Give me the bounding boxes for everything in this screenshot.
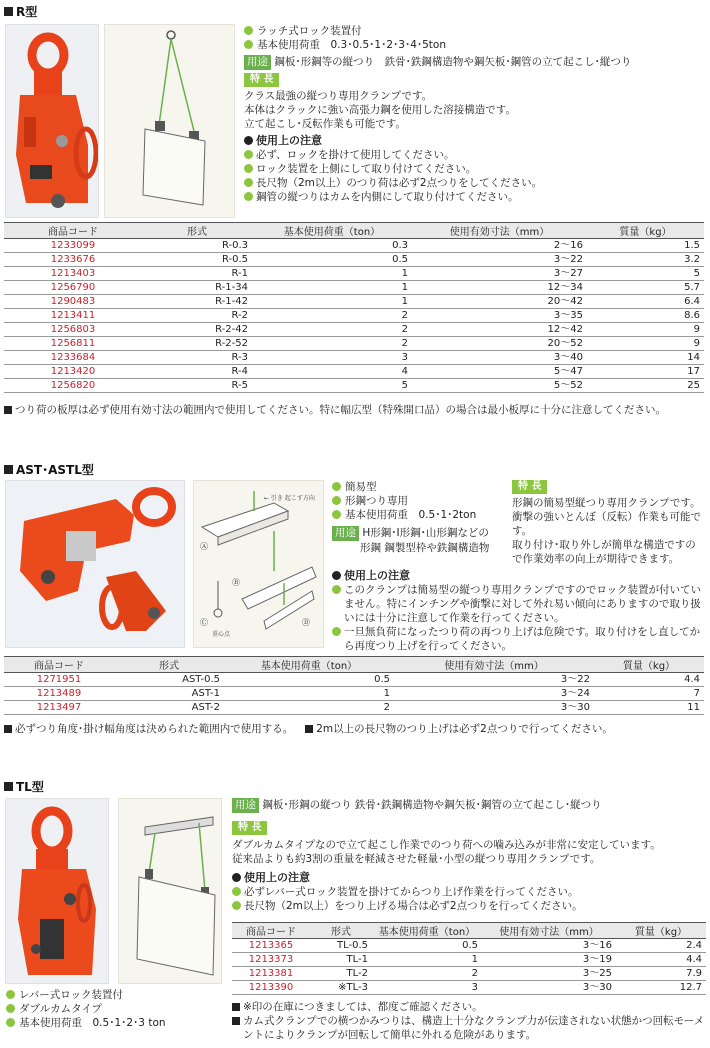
cell-load: 0.5	[372, 939, 482, 953]
ast-usage-drawing	[193, 480, 324, 648]
feature-tag: 特 長	[512, 480, 547, 494]
col-header-range: 使用有効寸法（mm）	[394, 657, 594, 673]
ast-feature: 取り付け･取り外しが簡単な構造ですので作業効率の向上が期待できます。	[512, 539, 696, 565]
cell-model: TL-1	[310, 953, 372, 967]
r-use	[244, 55, 704, 70]
cell-range: 3～40	[412, 351, 587, 365]
cell-load: 1	[252, 281, 412, 295]
section-title-tl: TL型	[4, 778, 44, 795]
cell-load: 0.5	[224, 673, 394, 687]
cell-model: R-0.3	[142, 239, 252, 253]
cell-load: 4	[252, 365, 412, 379]
col-header-load: 基本使用荷重（ton）	[252, 223, 412, 239]
col-header-model: 形式	[310, 923, 372, 939]
tl-feature-tag-row	[232, 821, 706, 835]
cell-mass: 4.4	[616, 953, 706, 967]
r-use-text: 鋼板･形鋼等の縦つり 鉄骨･鉄鋼構造物や鋼矢板･鋼管の立て起こし･縦つり	[274, 56, 632, 68]
tl-bullet: レバー式ロック装置付	[6, 988, 236, 1002]
ast-caution: 一旦無負荷になったつり荷の再つり上げは危険です。取り付けをし直してから再度つり上げを行ってください。	[332, 625, 706, 653]
tl-note: カム式クランプでの横つかみつりは、構造上十分なクランプ力が伝達されない状態かつ回転モーメントによりクランプが回転して簡単に外れる危険があります。	[232, 1014, 706, 1042]
table-row	[232, 953, 706, 967]
cell-mass: 17	[587, 365, 704, 379]
ast-drawing-label-b: Ⓑ	[232, 578, 240, 587]
table-row	[4, 337, 704, 351]
tl-photo-bullets	[6, 988, 236, 1030]
col-header-code: 商品コード	[232, 923, 310, 939]
ast-caution: このクランプは簡易型の縦つり専用クランプですのでロック装置が付いていません。特にインチングや衝撃に対して外れ易い傾向にありますので取り扱いには十分に注意して作業を行ってください。	[332, 583, 706, 625]
cell-mass: 14	[587, 351, 704, 365]
cell-load: 2	[372, 967, 482, 981]
cell-code: 1213381	[232, 967, 310, 981]
cell-code: 1213411	[4, 309, 142, 323]
table-row	[232, 967, 706, 981]
r-feature: 立て起こし･反転作業も可能です。	[244, 118, 406, 130]
cell-model: R-1-34	[142, 281, 252, 295]
cell-code: 1290483	[4, 295, 142, 309]
cell-code: 1213497	[4, 701, 114, 715]
cell-code: 1213365	[232, 939, 310, 953]
r-bullet: ラッチ式ロック装置付	[244, 24, 704, 38]
cell-model: R-2	[142, 309, 252, 323]
table-header-row	[232, 923, 706, 939]
ast-drawing-center-label: 重心点	[212, 631, 231, 638]
r-feature: クラス最強の縦つり専用クランプです。	[244, 90, 433, 102]
cell-code: 1213420	[4, 365, 142, 379]
cell-code: 1256820	[4, 379, 142, 393]
cell-mass: 9	[587, 337, 704, 351]
cell-model: TL-2	[310, 967, 372, 981]
table-row	[4, 253, 704, 267]
cell-code: 1233684	[4, 351, 142, 365]
ast-cautions	[332, 568, 706, 653]
col-header-mass: 質量（kg）	[594, 657, 704, 673]
cell-mass: 11	[594, 701, 704, 715]
cell-code: 1256790	[4, 281, 142, 295]
cell-mass: 5	[587, 267, 704, 281]
r-features	[244, 89, 704, 131]
table-row	[4, 281, 704, 295]
cell-code: 1271951	[4, 673, 114, 687]
r-clamp-photo	[5, 24, 99, 218]
section-title-r: R型	[4, 3, 37, 20]
tl-caution: 必ずレバー式ロック装置を掛けてからつり上げ作業を行ってください。	[232, 885, 706, 899]
r-caution: 長尺物（2m以上）のつり荷は必ず2点つりをしてください。	[244, 176, 704, 190]
table-row	[4, 379, 704, 393]
tl-caution-title: 使用上の注意	[232, 870, 706, 885]
cell-load: 1	[372, 953, 482, 967]
cell-model: R-5	[142, 379, 252, 393]
r-feature-tag-row	[244, 73, 704, 87]
cell-code: 1213403	[4, 267, 142, 281]
ast-drawing-label-c: Ⓒ	[200, 618, 208, 627]
cell-range: 12～42	[412, 323, 587, 337]
tl-usage-drawing	[118, 798, 222, 984]
cell-mass: 7.9	[616, 967, 706, 981]
ast-drawing-label: ← 引き 起こす方向	[264, 495, 315, 502]
r-feature: 本体はクラックに強い高張力鋼を使用した溶接構造です。	[244, 104, 516, 116]
col-header-range: 使用有効寸法（mm）	[412, 223, 587, 239]
cell-model: AST-1	[114, 687, 224, 701]
cell-load: 3	[252, 351, 412, 365]
ast-feature: 形鋼の簡易型縦つり専用クランプです。	[512, 497, 701, 509]
cell-code: 1256811	[4, 337, 142, 351]
cell-code: 1213489	[4, 687, 114, 701]
cell-code: 1256803	[4, 323, 142, 337]
table-row	[4, 323, 704, 337]
use-tag: 用途	[332, 526, 359, 541]
table-row	[4, 295, 704, 309]
cell-mass: 2.4	[616, 939, 706, 953]
cell-model: R-2-42	[142, 323, 252, 337]
col-header-code: 商品コード	[4, 223, 142, 239]
cell-code: 1213390	[232, 981, 310, 995]
table-row	[4, 267, 704, 281]
ast-caution-title: 使用上の注意	[332, 568, 706, 583]
ast-bullet: 基本使用荷重 0.5･1･2ton	[332, 508, 507, 522]
cell-model: R-0.5	[142, 253, 252, 267]
cell-mass: 3.2	[587, 253, 704, 267]
table-row	[4, 239, 704, 253]
cell-range: 2～16	[412, 239, 587, 253]
cell-range: 3～30	[394, 701, 594, 715]
r-note: つり荷の板厚は必ず使用有効寸法の範囲内で使用してください。特に幅広型（特殊開口品）の場合は最小板厚に十分に注意してください。	[4, 403, 704, 417]
table-header-row	[4, 657, 704, 673]
tl-use	[232, 798, 706, 813]
cell-range: 3～24	[394, 687, 594, 701]
cell-load: 2	[224, 701, 394, 715]
tl-use-text: 鋼板･形鋼の縦つり 鉄骨･鉄鋼構造物や鋼矢板･鋼管の立て起こし･縦つり	[262, 799, 602, 811]
ast-use-text-1: H形鋼･I形鋼･山形鋼などの	[362, 527, 489, 539]
col-header-mass: 質量（kg）	[587, 223, 704, 239]
cell-model: R-2-52	[142, 337, 252, 351]
table-row	[4, 701, 704, 715]
cell-range: 5～47	[412, 365, 587, 379]
table-row	[4, 309, 704, 323]
feature-tag: 特 長	[244, 73, 279, 87]
ast-feature: 衝撃の強いとんぼ（反転）作業も可能です。	[512, 511, 701, 537]
ast-spec-table	[4, 656, 704, 715]
r-usage-drawing	[104, 24, 235, 218]
cell-mass: 25	[587, 379, 704, 393]
r-spec-table	[4, 222, 704, 393]
cell-model: AST-2	[114, 701, 224, 715]
cell-load: 1	[252, 267, 412, 281]
r-bullet: 基本使用荷重 0.3･0.5･1･2･3･4･5ton	[244, 38, 704, 52]
col-header-model: 形式	[142, 223, 252, 239]
cell-model: R-1	[142, 267, 252, 281]
use-tag: 用途	[232, 798, 259, 813]
tl-spec-table	[232, 922, 706, 995]
cell-range: 3～25	[482, 967, 616, 981]
col-header-code: 商品コード	[4, 657, 114, 673]
tl-notes	[232, 1000, 706, 1042]
use-tag: 用途	[244, 55, 271, 70]
r-caution: 必ず、ロックを掛けて使用してください。	[244, 148, 704, 162]
cell-mass: 4.4	[594, 673, 704, 687]
ast-use	[332, 526, 507, 541]
col-header-mass: 質量（kg）	[616, 923, 706, 939]
cell-range: 3～30	[482, 981, 616, 995]
cell-mass: 6.4	[587, 295, 704, 309]
cell-model: R-1-42	[142, 295, 252, 309]
cell-mass: 1.5	[587, 239, 704, 253]
tl-caution: 長尺物（2m以上）をつり上げる場合は必ず2点つりを行ってください。	[232, 899, 706, 913]
cell-load: 1	[224, 687, 394, 701]
cell-range: 20～52	[412, 337, 587, 351]
cell-model: ※TL-3	[310, 981, 372, 995]
cell-load: 2	[252, 309, 412, 323]
ast-drawing-label-a: Ⓐ	[200, 542, 208, 551]
ast-use-text-2: 形鋼 鋼製型枠や鉄鋼構造物	[360, 542, 490, 554]
cell-range: 3～35	[412, 309, 587, 323]
section-title-ast: AST･ASTL型	[4, 461, 94, 478]
tl-info	[232, 798, 706, 913]
cell-model: TL-0.5	[310, 939, 372, 953]
cell-model: R-4	[142, 365, 252, 379]
table-header-row	[4, 223, 704, 239]
ast-notes: 必ずつり角度･掛け幅角度は決められた範囲内で使用する。 2m以上の長尺物のつり上げは必ず2点つりで行ってください。	[4, 722, 704, 736]
cell-mass: 9	[587, 323, 704, 337]
cell-mass: 8.6	[587, 309, 704, 323]
table-row	[4, 673, 704, 687]
cell-load: 2	[252, 323, 412, 337]
tl-note: ※印の在庫につきましては、都度ご確認ください。	[232, 1000, 706, 1014]
cell-mass: 7	[594, 687, 704, 701]
cell-load: 5	[252, 379, 412, 393]
tl-bullet: 基本使用荷重 0.5･1･2･3 ton	[6, 1016, 236, 1030]
tl-clamp-photo	[5, 798, 109, 984]
cell-model: R-3	[142, 351, 252, 365]
r-caution-title: 使用上の注意	[244, 133, 704, 148]
table-row	[4, 351, 704, 365]
cell-range: 3～19	[482, 953, 616, 967]
cell-load: 0.5	[252, 253, 412, 267]
cell-range: 3～22	[412, 253, 587, 267]
cell-load: 1	[252, 295, 412, 309]
feature-tag: 特 長	[232, 821, 267, 835]
cell-mass: 12.7	[616, 981, 706, 995]
cell-load: 2	[252, 337, 412, 351]
col-header-load: 基本使用荷重（ton）	[372, 923, 482, 939]
cell-code: 1233676	[4, 253, 142, 267]
cell-load: 3	[372, 981, 482, 995]
cell-range: 3～27	[412, 267, 587, 281]
ast-bullet: 簡易型	[332, 480, 507, 494]
table-row	[232, 939, 706, 953]
table-row	[232, 981, 706, 995]
cell-range: 5～52	[412, 379, 587, 393]
cell-range: 20～42	[412, 295, 587, 309]
ast-bullets	[332, 480, 507, 555]
col-header-load: 基本使用荷重（ton）	[224, 657, 394, 673]
ast-features	[512, 480, 706, 566]
tl-feature: ダブルカムタイプなので立て起こし作業でのつり荷への噛み込みが非常に安定しています。	[232, 839, 661, 851]
cell-range: 12～34	[412, 281, 587, 295]
cell-range: 3～16	[482, 939, 616, 953]
ast-bullet: 形鋼つり専用	[332, 494, 507, 508]
r-caution: ロック装置を上側にして取り付けてください。	[244, 162, 704, 176]
r-bullets	[244, 24, 704, 204]
col-header-range: 使用有効寸法（mm）	[482, 923, 616, 939]
cell-code: 1213373	[232, 953, 310, 967]
tl-bullet: ダブルカムタイプ	[6, 1002, 236, 1016]
table-row	[4, 687, 704, 701]
cell-model: AST-0.5	[114, 673, 224, 687]
cell-code: 1233099	[4, 239, 142, 253]
r-caution: 鋼管の縦つりはカムを内側にして取り付けてください。	[244, 190, 704, 204]
ast-drawing-label-d: Ⓓ	[302, 618, 310, 627]
ast-clamp-photo	[5, 480, 185, 648]
tl-feature: 従来品よりも約3割の重量を軽減させた軽量･小型の縦つり専用クランプです。	[232, 853, 601, 865]
cell-mass: 5.7	[587, 281, 704, 295]
cell-range: 3～22	[394, 673, 594, 687]
table-row	[4, 365, 704, 379]
col-header-model: 形式	[114, 657, 224, 673]
cell-load: 0.3	[252, 239, 412, 253]
